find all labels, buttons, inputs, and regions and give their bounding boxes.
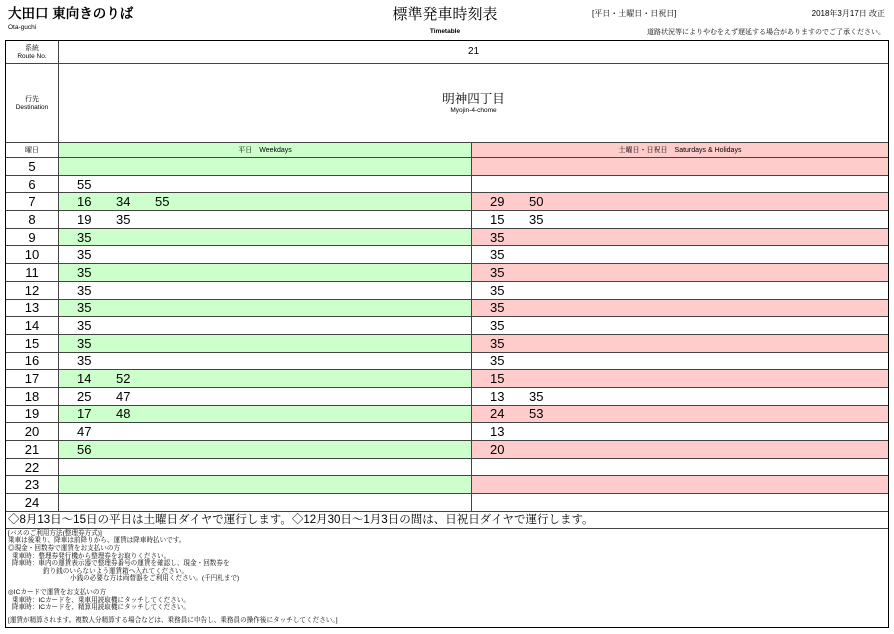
hour-cell — [6, 300, 59, 317]
holiday-departures-cell — [472, 423, 888, 440]
departure-minute: 35 — [490, 229, 505, 245]
usage-note-line: 乗車は後乗り、降車は前降りから、運賃は降車時払いです。 — [8, 537, 186, 545]
timetable-row — [6, 494, 888, 512]
hour-label: 23 — [24, 477, 40, 493]
timetable-row — [6, 300, 888, 318]
departure-minute: 14 — [77, 371, 92, 387]
hour-label: 16 — [24, 353, 40, 369]
stop-name: 大田口 東向きのりば — [8, 6, 134, 21]
timetable-row — [6, 158, 888, 176]
stop-name-en: Ota-guchi — [8, 24, 37, 31]
departure-minute: 35 — [116, 211, 131, 227]
destination-label: 行先 — [25, 95, 39, 103]
departure-minute: 35 — [490, 318, 505, 334]
usage-note-line: [バスのご利用方法(整理券方式)] — [8, 529, 102, 537]
departure-minute: 47 — [77, 424, 92, 440]
departure-minute: 35 — [77, 318, 92, 334]
departure-minute: 35 — [77, 300, 92, 316]
departure-minute: 13 — [490, 424, 505, 440]
hour-cell — [6, 335, 59, 352]
timetable — [5, 40, 889, 628]
footnote: ◇8月13日～15日の平日は土曜日ダイヤで運行します。◇12月30日～1月3日の間は、日祝日ダイヤで運行します。 — [8, 513, 594, 526]
holiday-departures-cell — [472, 441, 888, 458]
hour-cell — [6, 317, 59, 334]
route-label-cell — [6, 41, 59, 63]
timetable-row — [6, 229, 888, 247]
weekday-departures-cell — [59, 158, 472, 175]
usage-note-line: 小銭の必要な方は両替器をご利用ください。(千円札まで) — [70, 575, 240, 583]
destination-label-en: Destination — [15, 103, 49, 111]
holiday-departures-cell — [472, 158, 888, 175]
hour-cell — [6, 176, 59, 193]
departure-minute: 55 — [77, 176, 92, 192]
route-number-cell — [59, 41, 888, 63]
timetable-row — [6, 476, 888, 494]
hour-label: 24 — [24, 494, 40, 510]
departure-minute: 19 — [77, 211, 92, 227]
hour-label: 11 — [25, 264, 39, 280]
departure-minute: 35 — [490, 300, 505, 316]
destination-cell — [59, 64, 888, 142]
holiday-departures-cell — [472, 193, 888, 210]
holiday-departures-cell — [472, 335, 888, 352]
weekday-departures-cell — [59, 423, 472, 440]
weekday-departures-cell — [59, 388, 472, 405]
hour-label: 22 — [24, 459, 40, 475]
departure-minute: 35 — [529, 211, 544, 227]
weekday-departures-cell — [59, 193, 472, 210]
route-number: 21 — [467, 46, 480, 57]
timetable-row — [6, 246, 888, 264]
timetable-row — [6, 388, 888, 406]
revision-date: 2018年3月17日 改正 — [811, 9, 885, 18]
holiday-departures-cell — [472, 317, 888, 334]
holiday-departures-cell — [472, 282, 888, 299]
delay-notice: 道路状況等によりやむをえず遅延する場合がありますのでご了承ください。 — [647, 29, 885, 36]
destination-row — [6, 64, 888, 143]
timetable-row — [6, 176, 888, 194]
usage-notes — [6, 529, 888, 627]
holiday-departures-cell — [472, 494, 888, 511]
weekday-departures-cell — [59, 300, 472, 317]
departure-minute: 48 — [116, 406, 131, 422]
holiday-departures-cell — [472, 353, 888, 370]
hour-label: 20 — [24, 424, 40, 440]
hour-label: 12 — [24, 282, 40, 298]
holiday-departures-cell — [472, 300, 888, 317]
holiday-column-header: 土曜日・日祝日 Saturdays & Holidays — [472, 143, 888, 157]
hour-label: 17 — [24, 371, 40, 387]
hour-label: 10 — [24, 247, 40, 263]
hour-cell — [6, 459, 59, 476]
usage-note-line: 降車時：ICカードを、精算用読取機にタッチしてください。 — [12, 604, 191, 612]
timetable-row — [6, 406, 888, 424]
timetable-row — [6, 282, 888, 300]
holiday-departures-cell — [472, 476, 888, 493]
holiday-departures-cell — [472, 176, 888, 193]
holiday-departures-cell — [472, 370, 888, 387]
route-label-en: Route No. — [17, 52, 47, 60]
departure-minute: 20 — [490, 441, 505, 457]
weekday-departures-cell — [59, 459, 472, 476]
weekday-column-header: 平日 Weekdays — [59, 143, 472, 157]
usage-note-line: ◎ICカードで運賃をお支払いの方 — [8, 588, 107, 596]
timetable-row — [6, 211, 888, 229]
weekday-departures-cell — [59, 406, 472, 423]
weekday-departures-cell — [59, 317, 472, 334]
departure-minute: 35 — [77, 264, 92, 280]
timetable-row — [6, 353, 888, 371]
timetable-row — [6, 193, 888, 211]
departure-minute: 35 — [529, 388, 544, 404]
departure-minute: 35 — [77, 229, 92, 245]
destination-name: 明神四丁目 — [442, 91, 505, 106]
holiday-departures-cell — [472, 406, 888, 423]
hour-cell — [6, 370, 59, 387]
weekday-departures-cell — [59, 494, 472, 511]
departure-minute: 35 — [490, 264, 505, 280]
departure-minute: 56 — [77, 441, 92, 457]
departure-minute: 35 — [490, 353, 505, 369]
usage-note-line: [運賃が精算されます。複数人分精算する場合などは、乗務員に申告し、乗務員の操作後にタッチしてください。] — [8, 617, 338, 625]
weekday-departures-cell — [59, 335, 472, 352]
hour-label: 19 — [24, 406, 40, 422]
weekday-departures-cell — [59, 229, 472, 246]
departure-minute: 25 — [77, 388, 92, 404]
weekday-departures-cell — [59, 476, 472, 493]
hour-cell — [6, 229, 59, 246]
footnote-row — [6, 512, 888, 529]
departure-minute: 35 — [77, 353, 92, 369]
hour-cell — [6, 264, 59, 281]
timetable-row — [6, 459, 888, 477]
weekday-departures-cell — [59, 370, 472, 387]
weekday-departures-cell — [59, 211, 472, 228]
timetable-row — [6, 423, 888, 441]
timetable-title-en: Timetable — [429, 28, 461, 35]
hour-label: 18 — [24, 388, 40, 404]
timetable-row — [6, 335, 888, 353]
departure-minute: 52 — [116, 371, 131, 387]
holiday-departures-cell — [472, 229, 888, 246]
departure-minute: 35 — [77, 335, 92, 351]
departure-minute: 50 — [529, 194, 544, 210]
departure-minute: 53 — [529, 406, 544, 422]
route-label: 系統 — [25, 44, 39, 52]
usage-note-line: 釣り銭のいらないよう運賃箱へ入れてください。 — [43, 567, 189, 575]
departure-minute: 16 — [77, 194, 92, 210]
hour-cell — [6, 406, 59, 423]
weekday-departures-cell — [59, 282, 472, 299]
weekday-departures-cell — [59, 441, 472, 458]
departure-minute: 24 — [490, 406, 505, 422]
usage-notes-row — [6, 529, 888, 627]
hour-label: 5 — [28, 158, 36, 174]
hour-cell — [6, 282, 59, 299]
departure-minute: 15 — [490, 211, 505, 227]
departure-minute: 35 — [490, 247, 505, 263]
departure-minute: 17 — [77, 406, 92, 422]
timetable-title: 標準発車時刻表 — [392, 6, 498, 23]
weekday-departures-cell — [59, 246, 472, 263]
departure-minute: 15 — [490, 371, 505, 387]
day-types-label: [平日・土曜日・日祝日] — [592, 9, 677, 18]
day-column-header: 曜日 — [6, 143, 59, 157]
hour-cell — [6, 211, 59, 228]
departure-minute: 35 — [490, 335, 505, 351]
departure-minute: 35 — [490, 282, 505, 298]
departure-minute: 34 — [116, 194, 131, 210]
hour-label: 8 — [28, 211, 36, 227]
hour-cell — [6, 494, 59, 511]
holiday-departures-cell — [472, 246, 888, 263]
weekday-departures-cell — [59, 176, 472, 193]
timetable-body — [6, 158, 888, 512]
usage-note-line: 降車時：車内の運賃表示器で整理券番号の運賃を確認し、現金・回数券を — [12, 560, 230, 568]
departure-minute: 55 — [155, 194, 170, 210]
route-row — [6, 41, 888, 64]
timetable-row — [6, 264, 888, 282]
hour-cell — [6, 423, 59, 440]
timetable-row — [6, 370, 888, 388]
timetable-row — [6, 441, 888, 459]
holiday-departures-cell — [472, 211, 888, 228]
column-header-row — [6, 143, 888, 158]
weekday-departures-cell — [59, 353, 472, 370]
usage-note-line: 乗車時：整理券発行機から整理券をお取りください。 — [12, 552, 171, 560]
hour-cell — [6, 246, 59, 263]
departure-minute: 35 — [77, 282, 92, 298]
holiday-departures-cell — [472, 264, 888, 281]
departure-minute: 13 — [490, 388, 505, 404]
holiday-departures-cell — [472, 388, 888, 405]
timetable-row — [6, 317, 888, 335]
holiday-departures-cell — [472, 459, 888, 476]
hour-cell — [6, 158, 59, 175]
hour-label: 14 — [24, 318, 40, 334]
usage-note-line: ◎現金・回数券で運賃をお支払いの方 — [8, 544, 121, 552]
hour-label: 21 — [24, 441, 40, 457]
departure-minute: 29 — [490, 194, 505, 210]
hour-label: 13 — [24, 300, 40, 316]
departure-minute: 35 — [77, 247, 92, 263]
hour-cell — [6, 388, 59, 405]
usage-note-line: 乗車時：ICカードを、乗車用読取機にタッチしてください。 — [12, 596, 191, 604]
destination-label-cell — [6, 64, 59, 142]
hour-cell — [6, 441, 59, 458]
hour-label: 7 — [28, 194, 36, 210]
hour-cell — [6, 476, 59, 493]
hour-cell — [6, 353, 59, 370]
weekday-departures-cell — [59, 264, 472, 281]
destination-name-en: Myojin-4-chome — [450, 106, 497, 114]
hour-label: 6 — [28, 176, 36, 192]
departure-minute: 47 — [116, 388, 131, 404]
hour-cell — [6, 193, 59, 210]
hour-label: 9 — [28, 229, 36, 245]
hour-label: 15 — [24, 335, 40, 351]
